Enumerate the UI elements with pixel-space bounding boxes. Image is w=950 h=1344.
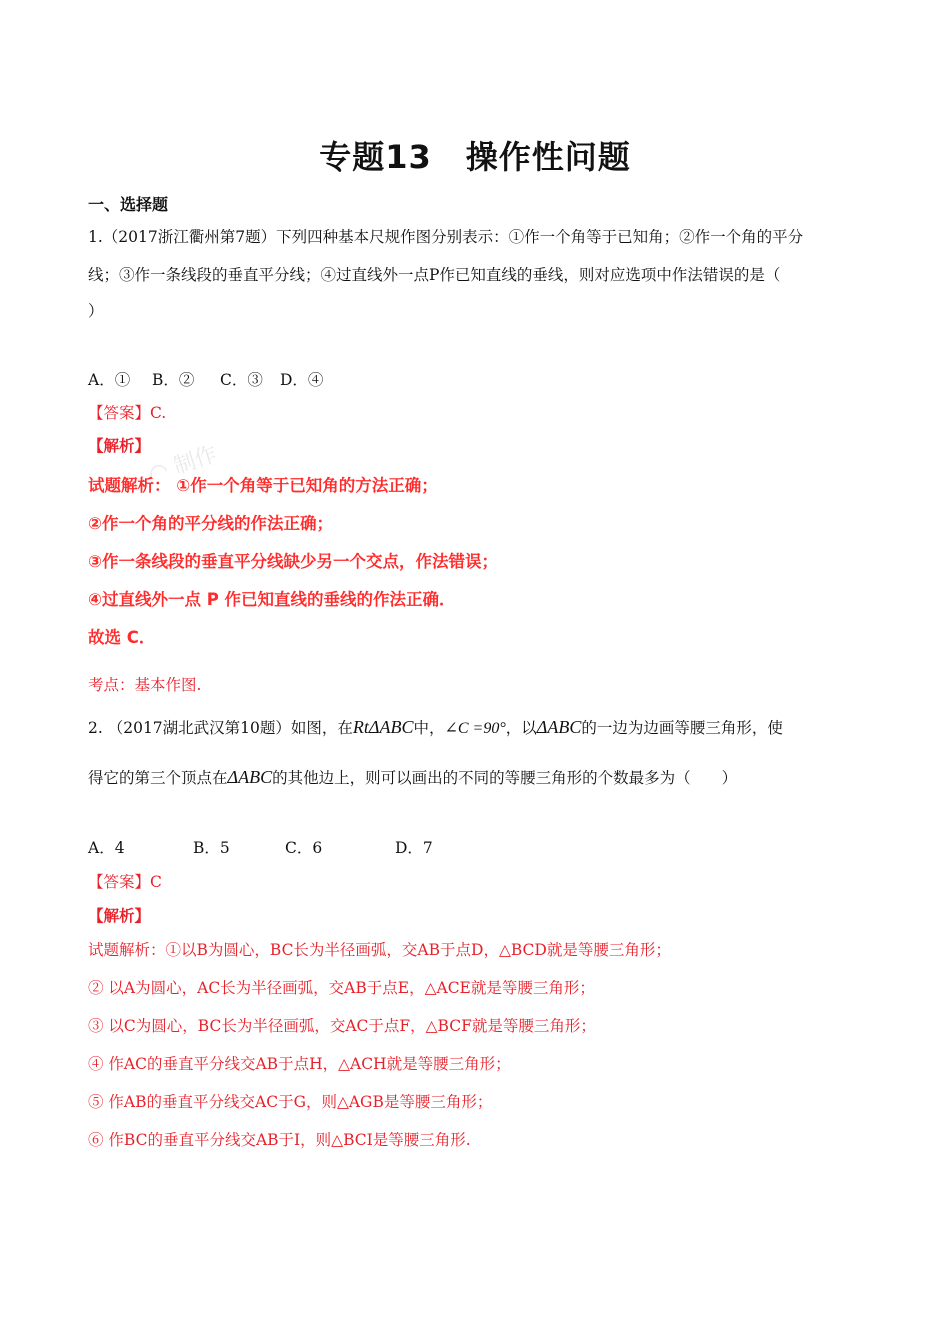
q2-math-triangle: ΔABC (227, 767, 273, 787)
q1-options (88, 368, 323, 390)
q1-option-c: C．③ (220, 371, 263, 389)
q2-analysis-line: ⑥ 作BC的垂直平分线交AB于I，则△BCI是等腰三角形. (88, 1131, 471, 1149)
q2-analysis-line: 试题解析：①以B为圆心，BC长为半径画弧，交AB于点D，△BCD就是等腰三角形； (88, 941, 671, 959)
q2-stem-line-1 (88, 716, 783, 738)
q1-stem-line-1: 1.（2017浙江衢州第7题）下列四种基本尺规作图分别表示：①作一个角等于已知角；②作一个角的平分 (88, 228, 804, 246)
q1-option-a: A．① (88, 371, 131, 389)
q2-text: 中， (413, 719, 445, 737)
q2-options (88, 836, 433, 858)
q2-math-angle: ∠C =90° (444, 720, 506, 737)
q2-analysis-label: 【解析】 (88, 907, 151, 925)
q1-option-d: D．④ (280, 371, 324, 389)
q1-analysis-line: ③作一条线段的垂直平分线缺少另一个交点，作法错误； (88, 552, 498, 571)
q2-stem-line-2 (88, 766, 737, 788)
q1-analysis-line: ②作一个角的平分线的作法正确； (88, 514, 333, 533)
q1-analysis-line: ④过直线外一点 P 作已知直线的垂线的作法正确． (88, 590, 456, 609)
q2-text: 的其他边上，则可以画出的不同的等腰三角形的个数最多为（ ） (272, 769, 738, 787)
title-subject: 操作性问题 (465, 138, 631, 176)
q2-analysis-line: ⑤ 作AB的垂直平分线交AC于G，则△AGB是等腰三角形； (88, 1093, 493, 1111)
q2-answer: 【答案】C (88, 873, 162, 891)
q2-text: 的一边为边画等腰三角形，使 (581, 719, 783, 737)
q2-text: 2. （2017湖北武汉第10题）如图，在 (88, 719, 353, 737)
q1-stem-line-3: ） (88, 302, 104, 320)
q2-option-d: D．7 (395, 839, 433, 857)
q1-kaodian: 考点：基本作图. (88, 676, 202, 694)
q2-text: 得它的第三个顶点在 (88, 769, 228, 787)
q2-math-rt-triangle: RtΔABC (352, 717, 414, 737)
page-title (0, 132, 950, 178)
q2-option-c: C．6 (285, 839, 323, 857)
watermark: ◠ 制作 (145, 442, 221, 488)
q2-analysis-line: ④ 作AC的垂直平分线交AB于点H，△ACH就是等腰三角形； (88, 1055, 511, 1073)
q1-analysis-line: 试题解析： ①作一个角等于已知角的方法正确； (88, 476, 438, 495)
q2-text: ，以 (505, 719, 537, 737)
q2-option-b: B．5 (193, 839, 230, 857)
q1-stem-line-2: 线；③作一条线段的垂直平分线；④过直线外一点P作已知直线的垂线，则对应选项中作法错误的是（ (88, 266, 781, 284)
q1-answer: 【答案】C. (88, 404, 167, 422)
q2-math-triangle: ΔABC (536, 717, 582, 737)
q2-analysis-line: ③ 以C为圆心，BC长为半径画弧，交AC于点F，△BCF就是等腰三角形； (88, 1017, 596, 1035)
q1-option-b: B．② (152, 371, 195, 389)
q2-analysis-line: ② 以A为圆心，AC长为半径画弧，交AB于点E，△ACE就是等腰三角形； (88, 979, 595, 997)
section-heading: 一、选择题 (88, 195, 169, 214)
title-topic: 专题13 (319, 138, 432, 176)
q1-analysis-line: 故选 C． (88, 628, 156, 647)
q2-option-a: A．4 (88, 839, 125, 857)
q1-analysis-label: 【解析】 (88, 437, 151, 455)
